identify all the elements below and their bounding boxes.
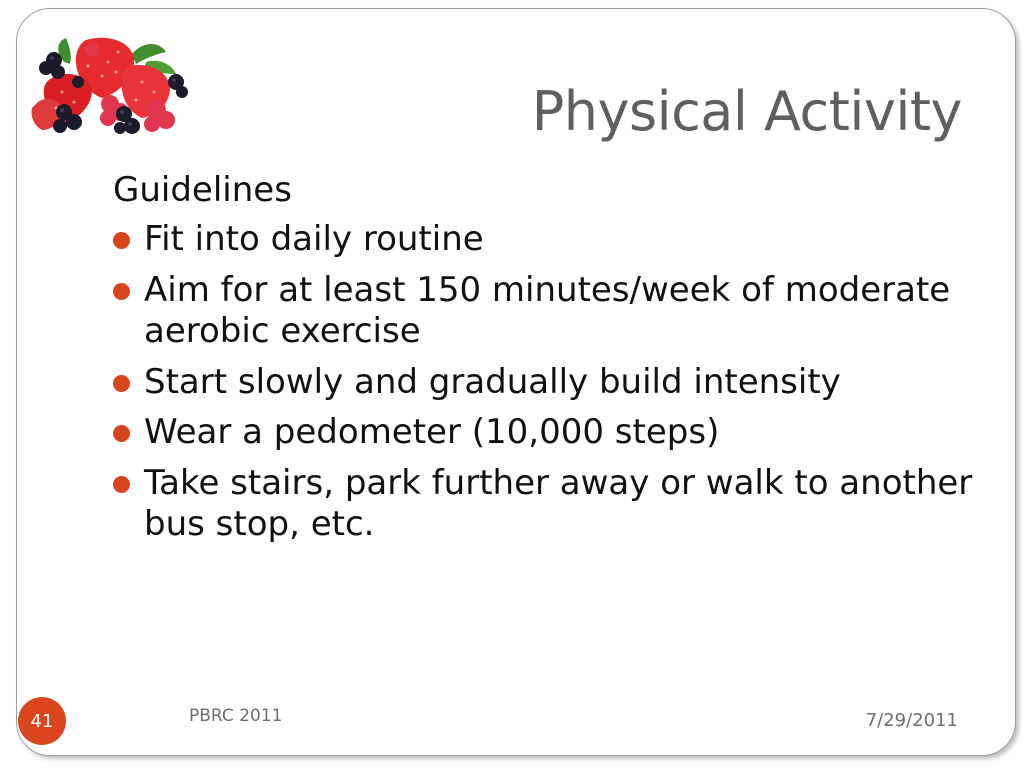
bullet-dot-icon [113, 375, 130, 392]
bullet-text: Start slowly and gradually build intensity [144, 361, 841, 402]
slide-title: Physical Activity [531, 80, 962, 143]
slide-body [113, 170, 983, 555]
bullet-dot-icon [113, 425, 130, 442]
bullet-dot-icon [113, 283, 130, 300]
footer-date: 7/29/2011 [865, 710, 958, 731]
bullet-item [113, 412, 983, 453]
bullet-list [113, 219, 983, 545]
footer-text: PBRC 2011 [189, 706, 283, 726]
slide-number-badge: 41 [18, 697, 66, 745]
bullet-text: Aim for at least 150 minutes/week of moderate aerobic exercise [144, 269, 951, 352]
berries-image [26, 32, 190, 138]
bullet-dot-icon [113, 232, 130, 249]
bullet-item [113, 463, 983, 546]
bullet-text: Fit into daily routine [144, 219, 484, 260]
bullet-text: Take stairs, park further away or walk to another bus stop, etc. [144, 462, 973, 545]
bullet-dot-icon [113, 476, 130, 493]
bullet-item [113, 219, 983, 260]
subheading: Guidelines [113, 170, 292, 210]
bullet-item [113, 270, 983, 353]
bullet-text: Wear a pedometer (10,000 steps) [144, 412, 720, 453]
bullet-item [113, 362, 983, 403]
